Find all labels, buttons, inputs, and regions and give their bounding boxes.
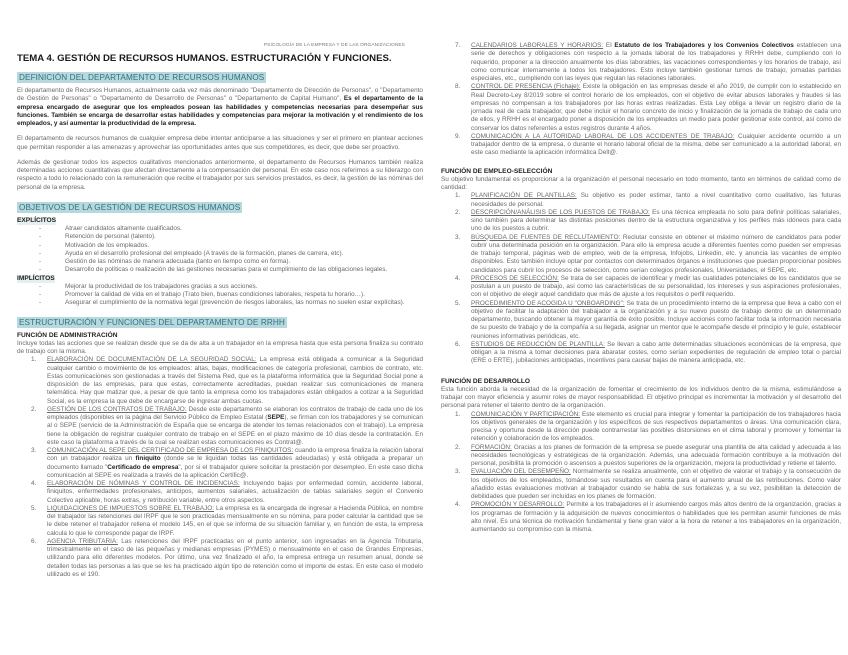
item-text: Se llevan a cabo ante determinadas situaciones económicas de la empresa, que obligan a la misma a tomar decisiones para abaratar costes, como serían expedientes de regulación de empleo total o parcial (ERE o ERTE), jubilaciones anticipadas, incentivos para causar bajas de manera anticipada, etc. — [471, 340, 841, 365]
item-title: DESCRIPCIÓN/ANÁLISIS DE LOS PUESTOS DE TRABAJO: — [471, 208, 650, 216]
item-title: AGENCIA TRIBUTARIA: — [47, 537, 118, 545]
numbered-item — [455, 444, 841, 469]
numbered-item — [31, 447, 423, 480]
numbered-item — [455, 411, 841, 444]
numbered-item — [455, 341, 841, 366]
item-text: Este elemento es crucial para integrar y fomentar la participación de los trabajadores hacia los objetivos generales de la organización y los específicos de sus respectivos departamentos o áreas. Una comunicación clara, precisa y oportuna desde la dirección puede contrarrestar las posibles distorsiones en el clima laboral y promover y fomentar la retención y colaboración de los empleados. — [471, 410, 841, 443]
numbered-item — [455, 42, 841, 83]
item-text: cuando la empresa finaliza la relación laboral con un trabajador realiza un — [47, 447, 424, 463]
numbered-item — [31, 406, 423, 447]
employment-function-label: FUNCIÓN DE EMPLEO-SELECCIÓN — [441, 167, 553, 175]
numbered-item — [31, 356, 423, 406]
item-text: Reclutar consiste en obtener el máximo número de candidatos para poder cubrir una determinada posición en la organización. Para ello la empresa acude a diferentes fuentes como pueden ser empresas de trabajo temporal, páginas web de empleo, web de la empresa, Infojobs, Linkedin, etc. y anuncia las vacantes de empleo disponibles. Esto también incluye optar por contactos con determinados órganos e instituciones que puedan proporcionar posibles candidatos para cubrir los procesos de selección, como serían colegios profesionales, Universidades, el SEPE, etc. — [471, 233, 841, 274]
item-number: 8. — [455, 83, 461, 91]
item-number: 1. — [31, 356, 37, 364]
item-bold-text: finiquito — [135, 455, 161, 463]
item-number: 6. — [455, 340, 461, 348]
list-item: - Mejorar la productividad de los trabajadores gracias a sus acciones. — [39, 283, 423, 291]
development-function-label: FUNCIÓN DE DESARROLLO — [441, 377, 531, 385]
item-text: Desde este departamento se elaboran los contratos de trabajo de cada uno de los empleados (disponibles en la página del Servicio Público de Empleo Estatal ( — [47, 405, 423, 421]
implicit-list — [39, 283, 423, 308]
numbered-item — [455, 234, 841, 275]
implicit-label: IMPLÍCITOS — [17, 274, 55, 282]
item-text: Cualquier accidente ocurrido a un trabajador dentro de la empresa, o durante el horario laboral oficial de la misma, debe ser comunicado a la autoridad laboral, en este caso mediante la aplicación informática Delt@. — [471, 132, 841, 157]
item-title: ELABORACIÓN DE DOCUMENTACIÓN DE LA SEGURIDAD SOCIAL: — [47, 356, 257, 364]
item-text: Es una técnica empleada no solo para definir políticas salariales, sino también para determinar las distintas posiciones dentro de la estructura organizativa y los perfiles más idóneos para cada uno de los puestos a cubrir. — [471, 208, 841, 233]
explicit-list — [39, 225, 423, 275]
list-item: - Ayuda en el desarrollo profesional del empleado (A través de la formación, planes de carrera, etc). — [39, 250, 423, 258]
item-number: 3. — [31, 447, 37, 454]
item-title: GESTIÓN DE LOS CONTRATOS DE TRABAJO: — [47, 405, 187, 413]
item-title: PROCESOS DE SELECCIÓN: — [471, 274, 559, 282]
numbered-item — [455, 468, 841, 501]
left-column — [17, 53, 423, 579]
numbered-item — [455, 501, 841, 534]
item-number: 4. — [455, 501, 461, 509]
item-text: (donde se le liquidan todas las cantidades adeudadas) y está obligada a preparar un documento llamado " — [47, 455, 423, 471]
item-bold-text: SEPE — [267, 414, 285, 421]
numbered-item — [455, 133, 841, 158]
item-text: Se trata de ser capaces de identificar y medir las cualidades potenciales de los candidatos que se postulan a un puesto de trabajo, así como las características de su personalidad, los intereses y sus aspiraciones profesionales, con el objetivo de elegir aquel candidato que más de ajuste a los requisitos o perfil requerido. — [471, 274, 841, 299]
item-number: 4. — [455, 274, 461, 282]
quantitative-paragraph: Además de gestionar todos los aspectos cualitativos mencionados anteriormente, el departamento de Recursos Humanos también realiza determinadas acciones cuantitativas que afectan directamente a la compensación del personal. En este caso nos referimos a su liderazgo con respecto a todo lo relacionado con la remuneración que recibe el trabajador por sus servicios prestados, es decir, la gestión de las nóminas del personal de la empresa. — [17, 158, 423, 191]
item-bold-text: Estatuto de los Trabajadores y los Convenios Colectivos — [614, 42, 794, 49]
item-title: COMUNICACIÓN Y PARTICIPACIÓN: — [471, 410, 581, 418]
item-number: 4. — [31, 480, 37, 487]
definition-bold-text: Es el departamento de la empresa encargado de asegurar que los empleados posean las habilidades y competencias necesarias para desempeñar sus funciones. También se encarga de desarrollar estas habilidades y competencias para mejorar la motivación y el rendimiento de los empleados, y así aumentar la productividad de la empresa. — [17, 95, 423, 127]
item-title: BÚSQUEDA DE FUENTES DE RECLUTAMIENTO: — [471, 233, 621, 241]
list-item: - Retención de personal (talento). — [39, 233, 423, 241]
employment-intro: Su objetivo fundamental es proporcionar a la organización el personal necesario en todo momento, tanto en términos de calidad como de cantidad: — [441, 175, 841, 191]
item-number: 1. — [455, 192, 461, 200]
item-text: ), se firman con los trabajadores y se comunican al o SEPE (servicio de la Administración de España que se encarga de atender los temas relacionados con el trabajo). La empresa tiene la obligación de registrar cualquier contrato de trabajo en el SEPE en el plazo máximo de 10 días desde la contratación. En este caso la plataforma a través de la cual se realizan estas comunicaciones es Contrat@. — [47, 414, 423, 446]
development-list — [455, 411, 841, 535]
section-heading-definicion: DEFINICIÓN DEL DEPARTAMENTO DE RECURSOS HUMANOS — [19, 73, 265, 82]
item-title: PLANIFICACIÓN DE PLANTILLAS: — [471, 192, 577, 200]
item-text: Su objetivo es poder estimar, tanto a nivel cuantitativo como cualitativo, las futuras necesidades de personal. — [471, 192, 841, 208]
item-text: Las retenciones del IRPF practicadas en el punto anterior, son ingresadas en la Agencia Tributaria, trimestralmente en el caso de las pequeñas y medianas empresas (PYMES) o mensualmente en el caso de Grandes Empresas, utilizando para ello diferentes modelos. Por último, una vez finalizado el año, la empresa entrega un resumen anual, donde se detallen todas las personas a las que se les ha practicado algún tipo de retención como el importe de estas. En este caso el modelo utilizado es el 190. — [47, 537, 423, 578]
item-text: Permite a los trabajadores el ir asumiendo cargos más altos dentro de la organización, gracias a los programas de formación y la adquisición de nuevos conocimientos o habilidades que les permitan asumir funciones de más alto nivel. Es una técnica de motivación fundamental y tiene gran valor a la hora de retener a los trabajadores en la organización, aumentando su compromiso con la misma. — [471, 501, 841, 533]
item-title: EVALUACIÓN DEL DESEMPEÑO: — [471, 468, 571, 476]
item-text: El — [603, 42, 615, 49]
numbered-item — [455, 209, 841, 234]
item-title: PROCEDIMIENTO DE ACOGIDA U "ONBOARDING": — [471, 299, 625, 307]
item-number: 3. — [455, 468, 461, 476]
item-number: 5. — [455, 299, 461, 307]
page-title: TEMA 4. GESTIÓN DE RECURSOS HUMANOS. ESTRUCTURACIÓN Y FUNCIONES. — [17, 53, 392, 64]
item-title: LIQUIDACIONES DE IMPUESTOS SOBRE EL TRABAJO: — [47, 504, 215, 512]
item-title: ELABORACIÓN DE NÓMINAS Y CONTROL DE INCIDENCIAS: — [47, 480, 240, 487]
numbered-item — [455, 275, 841, 300]
running-header: PSICOLOGÍA DE LA EMPRESA Y DE LAS ORGANIZACIONES — [263, 43, 405, 48]
explicit-label: EXPLÍCITOS — [17, 216, 57, 224]
item-title: ESTUDIOS DE REDUCCIÓN DE PLANTILLA: — [471, 340, 605, 348]
proactive-paragraph: El departamento de recursos humanos de cualquier empresa debe intentar anticiparse a las situaciones y ser el primero en plantear acciones que permitan responder a las amenazas y aprovechar las oportunidades antes que sus competidores, es decir, que debe ser proactivo. — [17, 135, 423, 151]
item-text: La empresa está obligada a comunicar a la Seguridad cualquier cambio o movimiento de los empleados: altas, bajas, modificaciones de categoría profesional, cambios de contrato, etc. Estas comunicaciones son gestionadas a través del Sistema Red, que es la plataforma informática que la Seguridad Social pone a disposición de las empresas, para que estas, correctamente acreditadas, puedan realizar sus comunicaciones de manera telemática. Hay que matizar que, a pesar de que tanto la empresa como los trabajadores están obligados a cotizar a la Seguridad Social, es la empresa la que debe de encargarse de ingresar ambas cuotas. — [47, 356, 423, 405]
admin-list-continued — [455, 42, 841, 158]
item-text: ", por si el trabajador quiere solicitar la prestación por desempleo. En este caso dicha comunicación al SEPE es realizada a través de la aplicación Certific@. — [47, 463, 423, 479]
list-item: - Motivación de los empleados. — [39, 242, 423, 250]
development-intro: Esta función aborda la necesidad de la organización de fomentar el crecimiento de los individuos dentro de la misma, estimulándose a trabajar con mayor eficiencia y asumir roles de mayor responsabilidad. El objetivo principal es incrementar la motivación y el desarrollo del personal para retener el talento dentro de la organización. — [441, 385, 841, 410]
item-number: 7. — [455, 42, 461, 49]
item-bold-text: Certificado de empresa — [107, 463, 179, 471]
numbered-item — [455, 192, 841, 209]
item-number: 2. — [455, 443, 461, 451]
item-title: CALENDARIOS LABORALES Y HORARIOS: — [471, 42, 604, 49]
list-item: - Atraer candidatos altamente cualificados. — [39, 225, 423, 233]
item-title: FORMACIÓN: — [471, 443, 512, 451]
item-text: Normalmente se realiza anualmente, con el objetivo de valorar el trabajo y la consecución de los objetivos de los empleados, tomándose sus resultados en cuenta para el aumento anual de las retribuciones. Como valor añadido estas evaluaciones motivan al trabajador cuando se habla de sus fortalezas y, a su vez, posibilitan la detección de debilidades que pueden ser incluidas en los planes de formación. — [471, 468, 841, 500]
list-item: - Asegurar el cumplimiento de la normativa legal (prevención de riesgos laborales, las normas no suelen estar explícitas). — [39, 299, 423, 307]
item-number: 2. — [31, 405, 37, 413]
admin-list — [31, 356, 423, 579]
item-number: 1. — [455, 410, 461, 418]
right-column — [441, 42, 841, 534]
numbered-item — [31, 505, 423, 538]
list-item: - Gestión de las nóminas de manera adecuada (tanto en tiempo como en forma). — [39, 258, 423, 266]
item-title: CONTROL DE PRESENCIA (Fichaje): — [471, 83, 581, 91]
definition-text: El departamento de Recursos Humanos, actualmente cada vez más denominado "Departamento de Dirección de Personas", o "Departamento de Gestión de Personas" o "Departamento de Desarrollo de Personas" o "Departamento de Capital Humano", — [17, 87, 423, 103]
item-text: Incluyendo bajas por enfermedad común, accidente laboral, finiquitos, enfermedades profesionales, anticipos, aumentos salariales, actualización de tablas salariales según el Convenio Colectivo aplicable, horas extras, y retribución variable, entre otros aspectos. — [47, 480, 424, 504]
item-number: 3. — [455, 233, 461, 241]
item-title: COMUNICACIÓN AL SEPE DEL CERTIFICADO DE EMPRESA DE LOS FINIQUITOS: — [47, 447, 294, 454]
item-title: COMUNICACIÓN A LA AUTORIDAD LABORAL DE LOS ACCIDENTES DE TRABAJO: — [471, 132, 735, 140]
employment-list — [455, 192, 841, 365]
section-heading-estructuracion: ESTRUCTURACIÓN Y FUNCIONES DEL DEPARTAMENTO DE RRHH — [19, 317, 285, 327]
item-text: Existe la obligación en las empresas desde el año 2019, de cumplir con lo establecido en Real Decreto-Ley 8/2019 sobre el control horario de los empleados, con el objetivo de evitar abusos laborales y fraudes si las empresas no compensan a los trabajadores por las horas extras realizadas. Esta Ley obliga a llevar un registro diario de la jornada real de cada trabajador, que debe incluir el horario concreto de inicio y finalización de la jornada de trabajo de cada uno de ellos, y RRHH es el encargado poner a disposición de los empleados un medio para poder gestionar este control, así como de conservar los datos referentes a estos registros durante 4 años. — [471, 83, 841, 132]
item-title: PROMOCIÓN Y DESARROLLO: — [471, 501, 565, 509]
section-heading-objetivos: OBJETIVOS DE LA GESTIÓN DE RECURSOS HUMANOS — [19, 202, 241, 212]
item-text: Se trata de un procedimiento interno de la empresa que lleva a cabo con el objetivo de facilitar la adaptación del trabajador a la organización y a su nuevo puesto de trabajo dentro de un determinado departamento, buscando obtener la mayor garantía de éxito posible. Incluye acciones como facilitar toda la información necesaria de su puesto de trabajo y de la compañía a su llegada, asignar un mentor que le acompañe desde el principio y le guíe, establecer reuniones informativas periódicas, etc. — [471, 299, 841, 340]
item-text: La empresa es la encargada de ingresar a Hacienda Pública, en nombre del trabajador las retenciones del IRPF que le son practicadas mensualmente en su nómina, para poder calcular la cantidad que se le debe retener el trabajador rellena el modelo 145, en el que se informa de su situación familiar y, en función de esta, la empresa calcula lo que le corresponde pagar de IRPF. — [47, 504, 424, 537]
admin-function-label: FUNCIÓN DE ADMINISTRACIÓN — [17, 331, 118, 339]
admin-intro: Incluye todas las acciones que se realizan desde que se da de alta a un trabajador en la empresa hasta que esta persona finaliza su contrato de trabajo con la misma. — [17, 339, 423, 355]
numbered-item — [455, 83, 841, 133]
item-number: 5. — [31, 504, 37, 512]
list-item: - Promover la calidad de vida en el trabajo (Trato bien, buenas condiciones laborales, respeta tu horario…). — [39, 291, 423, 299]
item-text: establecen una serie de derechos y obligaciones con respecto a la jornada laboral de los trabajadores y RRHH debe, cumpliendo con lo requerido, proponer a la dirección anualmente los días laborables, las vacaciones correspondientes y los horarios de trabajo, así como comunicar internamente a todos los trabajadores. Esto incluye también gestionar turnos de trabajo, jornadas partidas especiales, etc., cumpliendo con las leyes que regulan las relaciones laborales. — [471, 42, 842, 82]
item-number: 2. — [455, 208, 461, 216]
item-text: Gracias a los planes de formación de la empresa se puede asegurar una plantilla de alta calidad y adecuada a las necesidades tecnológicas y estratégicas de la organización. Además, una adecuada formación contribuye a la motivación del personal, posibilita la promoción o ascensos a puestos superiores de la organización, mejora la productividad y retiene el talento. — [471, 443, 841, 467]
list-item: - Desarrollo de políticas o realización de las gestiones necesarias para el cumplimiento de las obligaciones legales. — [39, 266, 423, 274]
item-number: 9. — [455, 132, 461, 140]
definition-paragraph — [17, 87, 423, 128]
item-number: 6. — [31, 537, 37, 545]
numbered-item — [31, 538, 423, 579]
numbered-item — [455, 300, 841, 341]
numbered-item — [31, 480, 423, 505]
